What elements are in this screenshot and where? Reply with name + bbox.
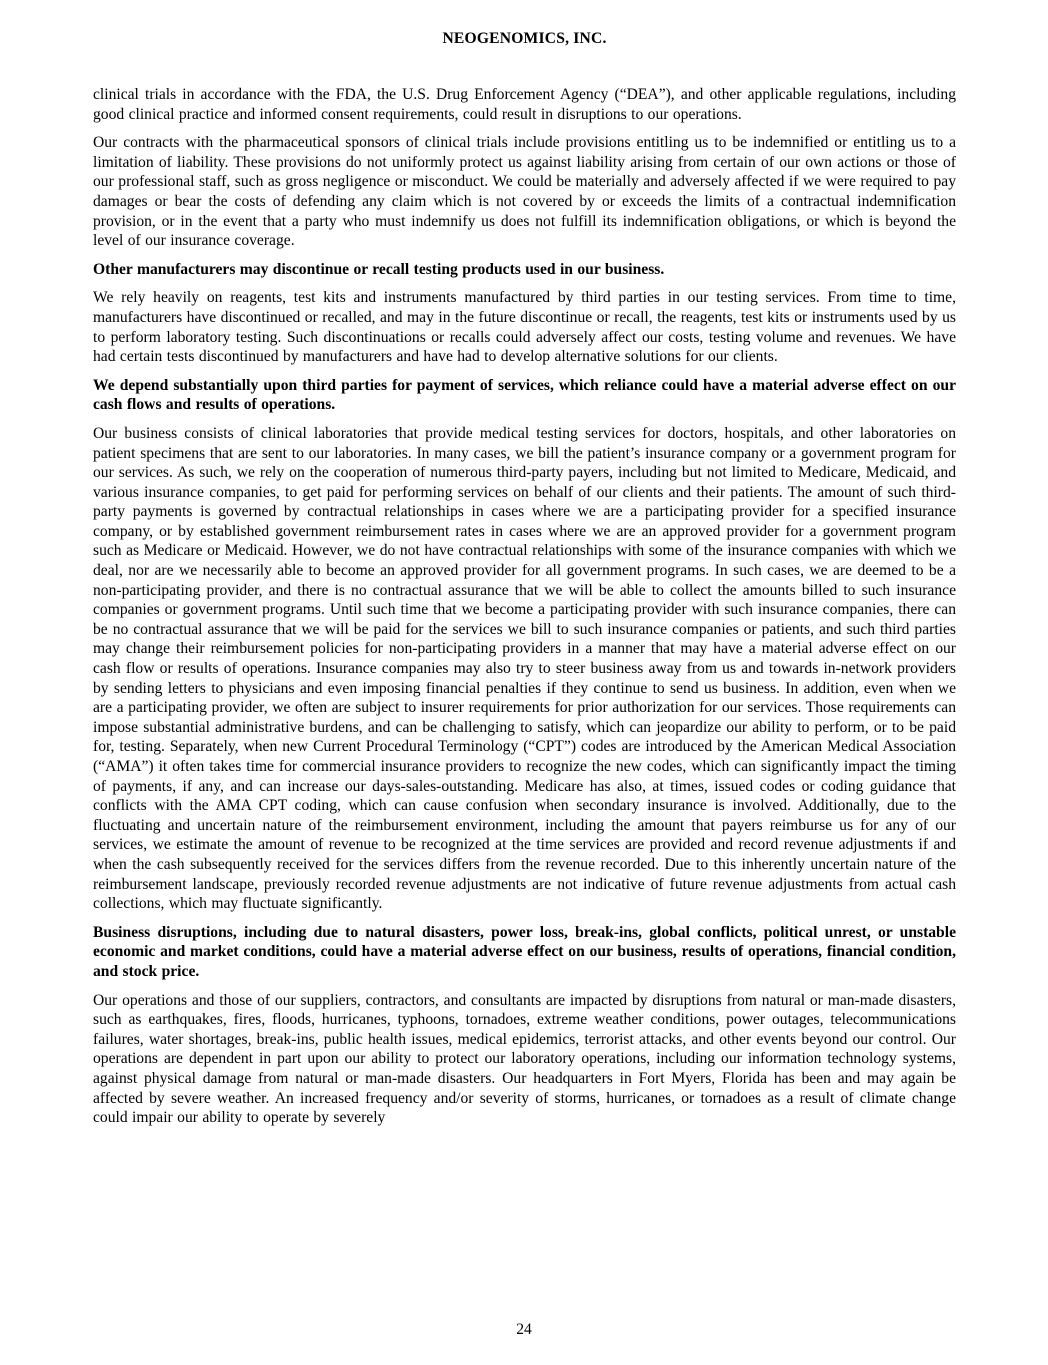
paragraph: Our operations and those of our suppliers, contractors, and consultants are impacted by disruptions from natural or man-made disasters, such as earthquakes, fires, floods, hurricanes, typhoons, tornadoes, extreme weather conditions, power outages, telecommunications failures, water shortages, break-ins, public health issues, medical epidemics, terrorist attacks, and other events beyond our control. Our operations are dependent in part upon our ability to protect our laboratory operations, including our information technology systems, against physical damage from natural or man-made disasters. Our headquarters in Fort Myers, Florida has been and may again be affected by severe weather. An increased frequency and/or severity of storms, hurricanes, or tornadoes as a result of climate change could impair our ability to operate by severely — [93, 991, 956, 1127]
page-number: 24 — [516, 1321, 532, 1338]
paragraph: Our business consists of clinical laboratories that provide medical testing services for doctors, hospitals, and other laboratories on patient specimens that are sent to our laboratories. In many cases, we bill the patient’s insurance company or a government program for our services. As such, we rely on the cooperation of numerous third-party payers, including but not limited to Medicare, Medicaid, and various insurance companies, to get paid for performing services on behalf of our clients and their patients. The amount of such third-party payments is governed by contractual relationships in cases where we are a participating provider for a specified insurance company, or by established government reimbursement rates in cases where we are an approved provider for a government program such as Medicare or Medicaid. However, we do not have contractual relationships with some of the insurance companies with which we deal, nor are we necessarily able to become an approved provider for all government programs. In such cases, we are deemed to be a non-participating provider, and there is no contractual assurance that we will be able to collect the amounts billed to such insurance companies or government programs. Until such time that we become a participating provider with such insurance companies, there can be no contractual assurance that we will be paid for the services we bill to such insurance companies or patients, and such third parties may change their reimbursement policies for non-participating providers in a manner that may have a material adverse effect on our cash flow or results of operations. Insurance companies may also try to steer business away from us and towards in-network providers by sending letters to physicians and even imposing financial penalties if they continue to send us business. In addition, even when we are a participating provider, we often are subject to insurer requirements for prior authorization for our services. Those requirements can impose substantial administrative burdens, and can be challenging to satisfy, which can jeopardize our ability to perform, or to be paid for, testing. Separately, when new Current Procedural Terminology (“CPT”) codes are introduced by the American Medical Association (“AMA”) it often takes time for commercial insurance providers to recognize the new codes, which can significantly impact the timing of payments, if any, and can increase our days-sales-outstanding. Medicare has also, at times, issued codes or coding guidance that conflicts with the AMA CPT coding, which can cause confusion when secondary insurance is involved. Additionally, due to the fluctuating and uncertain nature of the reimbursement environment, including the amount that payers reimburse us for any of our services, we estimate the amount of revenue to be recognized at the time services are provided and record revenue adjustments if and when the cash subsequently received for the services differs from the revenue recorded. Due to this inherently uncertain nature of the reimbursement landscape, previously recorded revenue adjustments are not indicative of future revenue adjustments from actual cash collections, which may fluctuate significantly. — [93, 424, 956, 913]
document-body — [93, 85, 956, 1128]
paragraph: clinical trials in accordance with the FDA, the U.S. Drug Enforcement Agency (“DEA”), and other applicable regulations, including good clinical practice and informed consent requirements, could result in disruptions to our operations. — [93, 86, 956, 123]
document-title: NEOGENOMICS, INC. — [442, 30, 607, 47]
risk-factor-heading: Business disruptions, including due to natural disasters, power loss, break-ins, global conflicts, political unrest, or unstable economic and market conditions, could have a material adverse effect on our business, results of operations, financial condition, and stock price. — [93, 923, 956, 980]
paragraph: Our contracts with the pharmaceutical sponsors of clinical trials include provisions entitling us to be indemnified or entitling us to a limitation of liability. These provisions do not uniformly protect us against liability arising from certain of our own actions or those of our professional staff, such as gross negligence or misconduct. We could be materially and adversely affected if we were required to pay damages or bear the costs of defending any claim which is not covered by or exceeds the limits of a contractual indemnification provision, or in the event that a party who must indemnify us does not fulfill its indemnification obligations, or which is beyond the level of our insurance coverage. — [93, 134, 956, 250]
risk-factor-heading: Other manufacturers may discontinue or recall testing products used in our business. — [93, 260, 665, 278]
risk-factor-heading: We depend substantially upon third parties for payment of services, which reliance could have a material adverse effect on our cash flows and results of operations. — [93, 376, 956, 414]
paragraph: We rely heavily on reagents, test kits and instruments manufactured by third parties in our testing services. From time to time, manufacturers have discontinued or recalled, and may in the future discontinue or recall, the reagents, test kits or instruments used by us to perform laboratory testing. Such discontinuations or recalls could adversely affect our costs, testing volume and revenues. We have had certain tests discontinued by manufacturers and have had to develop alternative solutions for our clients. — [93, 289, 956, 366]
